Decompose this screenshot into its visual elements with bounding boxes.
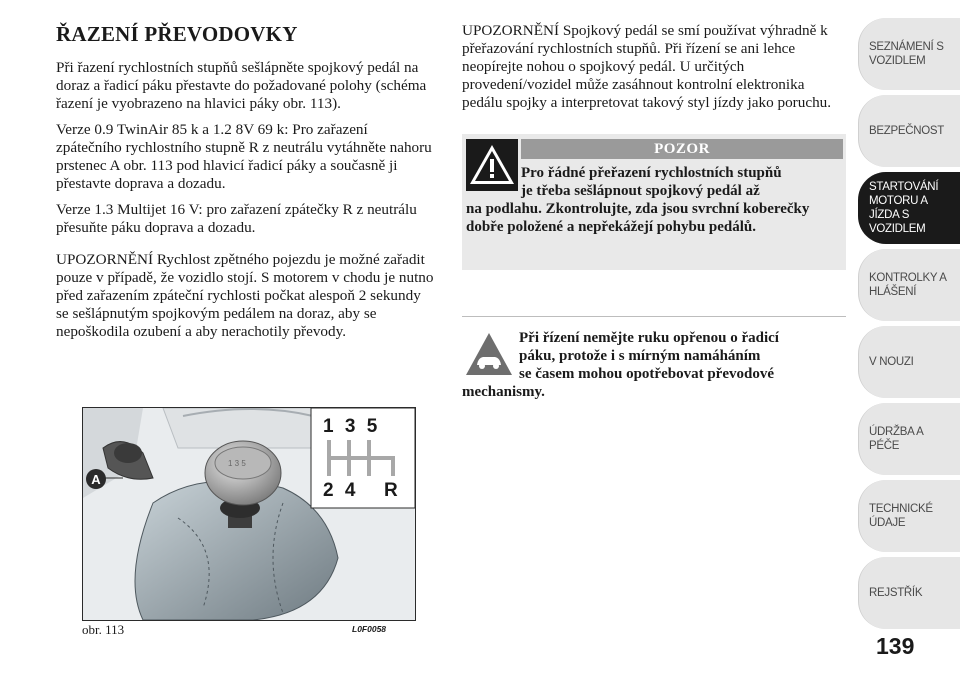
svg-text:1 3 5: 1 3 5 [228,459,246,468]
tab-udrzba-a-pece[interactable] [858,403,960,475]
note-text-line3: se časem mohou opotřebovat převodové [519,366,774,382]
figure-code: L0F0058 [352,624,387,634]
note-text-line2: páku, protože i s mírným namáháním [519,348,761,364]
warning-text-rest: na podlahu. Zkontrolujte, zda jsou svrchní koberečky dobře položené a nepřekážejí pohybu pedálů. [466,201,810,235]
warning-text [466,164,844,236]
gear-pattern-top: 1 3 5 [323,416,381,437]
tab-label: REJSTŘÍK [869,587,923,599]
paragraph-reverse-twinair: Verze 0.9 TwinAir 85 k a 1.2 8V 69 k: Pro zařazení zpátečního rychlostního stupně R z neutrálu vytáhněte nahoru prstenec A obr. 113 pod hlavicí řadicí páky a současně ji přestavte doprava a dozadu. [56,121,432,192]
note-text [462,329,846,401]
warning-box [462,134,846,270]
tab-label: V NOUZI [869,356,914,368]
tab-label: TECHNICKÉ ÚDAJE [869,503,933,529]
chapter-tabs [858,18,960,634]
tab-seznameni-s-vozidlem[interactable] [858,18,960,90]
marker-a-label: A [91,472,101,487]
paragraph-reverse-multijet: Verze 1.3 Multijet 16 V: pro zařazení zpátečky R z neutrálu přesuňte páku doprava a dozadu. [56,201,417,236]
tab-label: ÚDRŽBA A PÉČE [869,426,923,452]
left-column [56,22,436,349]
page-title: ŘAZENÍ PŘEVODOVKY [56,22,298,46]
tab-label: STARTOVÁNÍ MOTORU A JÍZDA S VOZIDLEM [869,181,939,235]
paragraph-shift-instructions: Při řazení rychlostních stupňů sešlápněte spojkový pedál na doraz a řadicí páku přestavte do požadované polohy (schéma řazení je vyobrazeno na hlavici páky obr. 113). [56,59,427,112]
warning-text-line2: je třeba sešlápnout spojkový pedál až [521,183,760,199]
warning-text-line1: Pro řádné přeřazení rychlostních stupňů [521,165,782,181]
tab-technicke-udaje[interactable] [858,480,960,552]
note-text-line4: mechanismy. [462,384,545,400]
note-box [462,322,846,401]
gear-lever-figure [82,407,416,621]
car-caution-icon [464,329,514,379]
tab-startovani-motoru[interactable] [858,172,960,244]
section-divider [462,316,846,317]
tab-bezpecnost[interactable] [858,95,960,167]
gear-pattern-bottom-left: 2 4 [323,480,359,501]
tab-label: BEZPEČNOST [869,125,944,137]
gear-lever-illustration [83,408,415,620]
tab-rejstrik[interactable] [858,557,960,629]
tab-label: KONTROLKY A HLÁŠENÍ [869,272,947,298]
figure-caption: obr. 113 [82,622,125,637]
warning-heading: POZOR [521,139,843,159]
note-text-line1: Při řízení nemějte ruku opřenou o řadicí [519,330,779,346]
page-number: 139 [876,633,915,659]
right-column [462,22,846,400]
paragraph-reverse-notice: UPOZORNĚNÍ Rychlost zpětného pojezdu je možné zařadit pouze v případě, že vozidlo stojí. S motorem v chodu je nutno před zařazením zpáteční rychlosti počkat alespoň 2 sekundy se sešlápnutým spojkovým pedálem na doraz, aby se nepoškodila ozubení a aby nerachotily převody. [56,251,434,340]
paragraph-clutch-notice: UPOZORNĚNÍ Spojkový pedál se smí používat výhradně k přeřazování rychlostních stupňů. Při řízení se ani lehce neopírejte nohou o spojkový pedál. U určitých provedení/vozidel může zasáhnout kontrolní elektronika pedálu spojky a interpretovat takový styl jízdy jako poruchu. [462,22,832,111]
tab-v-nouzi[interactable] [858,326,960,398]
gear-pattern-bottom-right: R [384,480,398,501]
tab-label: SEZNÁMENÍ S VOZIDLEM [869,41,944,67]
tab-kontrolky-a-hlaseni[interactable] [858,249,960,321]
